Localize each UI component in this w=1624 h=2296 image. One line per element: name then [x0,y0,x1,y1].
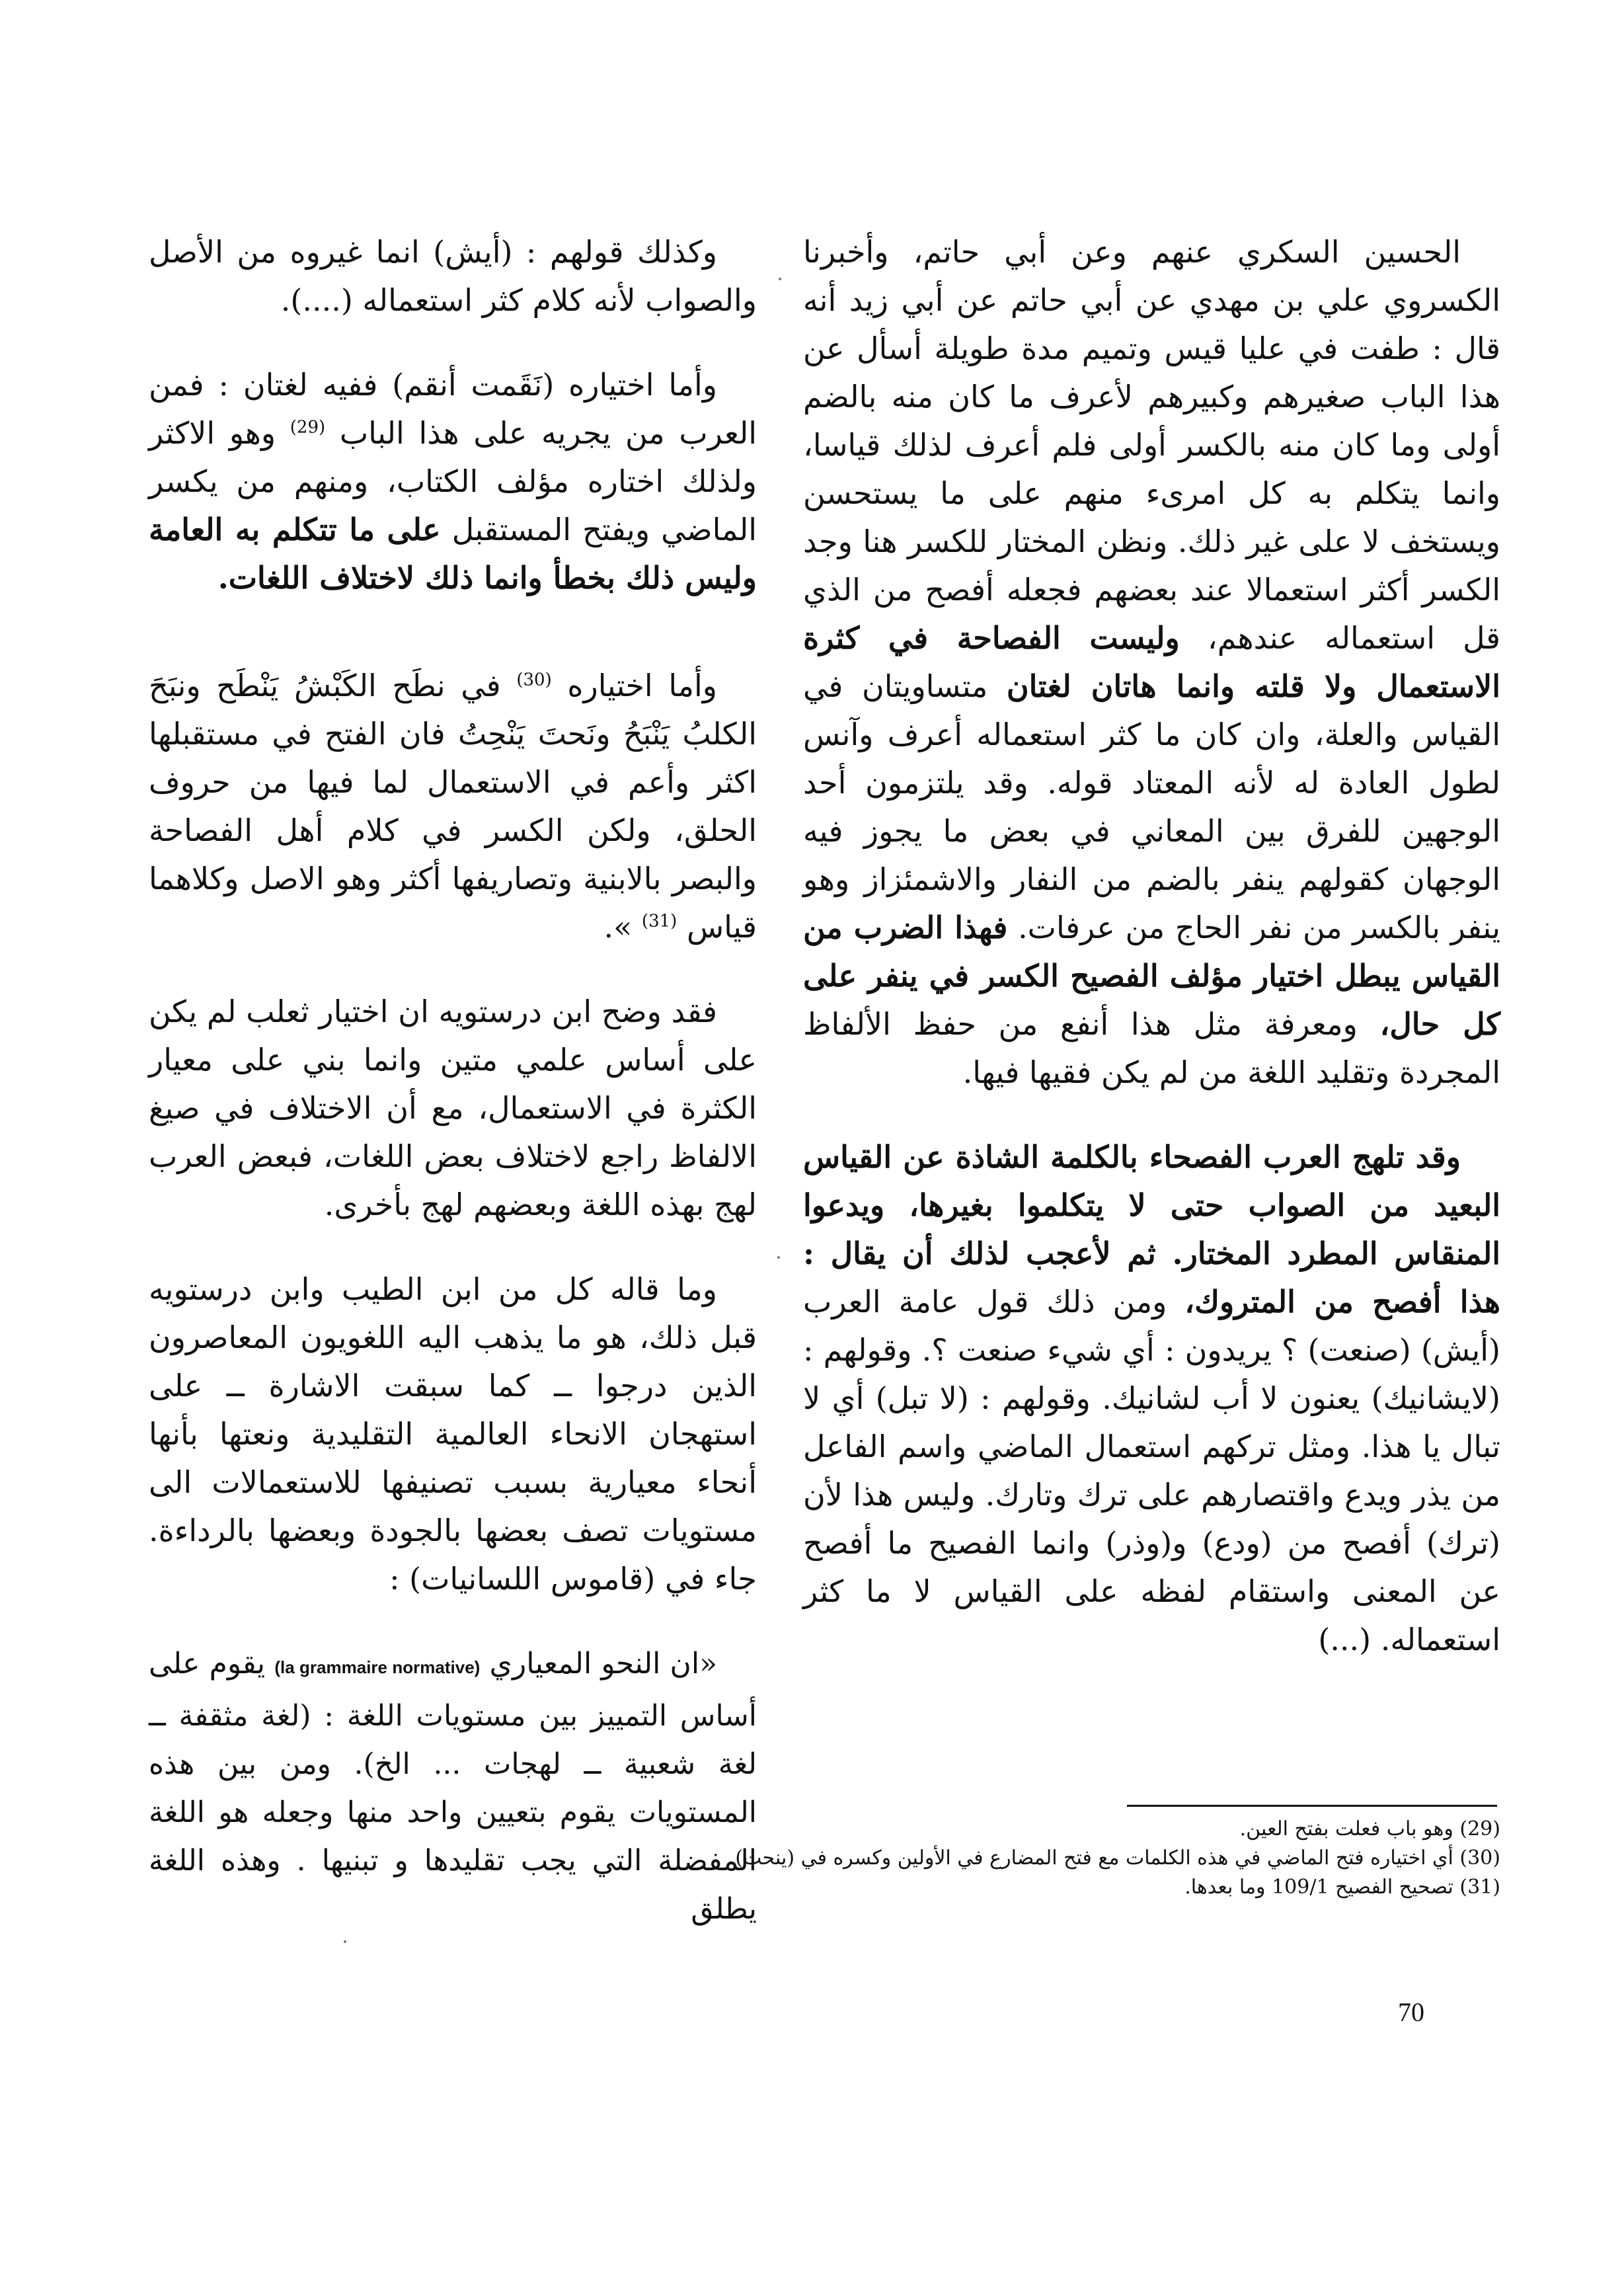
text-run: الحسين السكري عنهم وعن أبي حاتم، وأخبرنا الكسروي علي بن مهدي عن أبي حاتم عن أبي زيد أنه قال : طفت في عليا قيس وتميم مدة طويلة أسأل عن هذا الباب صغيرهم وكبيرهم لأعرف ما كان منه بالضم أولى وما كان منه بالكسر أولى فلم أعرف لذلك قياسا، وانما يتكلم به كل امرىء منهم على ما يستحسن ويستخف لا على غير ذلك. ونظن المختار للكسر هنا وجد الكسر أكثر استعمالا عند بعضهم فجعله أفصح من الذي قل استعماله عندهم، [803,234,1500,656]
right-paragraph-2 [803,1133,1500,1664]
text-run: في نطَح الكَبْشُ يَنْطَح ونبَحَ الكلبُ يَنْبَحُ ونَحتَ يَنْحِتُ فان الفتح في مستقبلها اكثر وأعم في الاستعمال لما فيها من حروف الحلق، ولكن الكسر في كلام أهل الفصاحة والبصر بالابنية وتصاريفها أكثر وهو الاصل وكلاهما قياس [149,668,757,945]
bold-text-run: وقد تلهج العرب الفصحاء بالكلمة الشاذة عن القياس البعيد من الصواب حتى لا يتكلموا بغيرها، ويدعوا المنقاس المطرد المختار. ثم لأعجب لذلك أن يقال : هذا أفصح من المتروك، [803,1139,1500,1320]
footnote-29: (29) وهو باب فعلت بفتح العين. [1239,1817,1500,1841]
text-run: وهو الاكثر ولذلك اختاره مؤلف الكتاب، ومنهم من يكسر الماضي ويفتح المستقبل [149,415,757,547]
latin-term: (la grammaire normative) [274,1657,481,1677]
left-paragraph-3 [149,662,757,951]
text-run: ». [603,909,633,945]
footnote-ref-30[interactable]: (30) [516,670,552,690]
left-paragraph-5: وما قاله كل من ابن الطيب وابن درستويه قبل ذلك، هو ما يذهب اليه اللغويون المعاصرون الذين درجوا ــ كما سبقت الاشارة ــ على استهجان الانحاء العالمية التقليدية ونعتها بأنها أنحاء معيارية بسبب تصنيفها للاستعمالات الى مستويات تصف بعضها بالجودة وبعضها بالرداءة. جاء في (قاموس اللسانيات) : [149,1271,757,1597]
bold-text-run: وليست الفصاحة في كثرة الاستعمال ولا قلته وانما هاتان لغتان [803,620,1501,704]
text-run: وأما اختياره [567,668,718,703]
left-paragraph-1: وكذلك قولهم : (أيش) انما غيروه من الأصل والصواب لأنه كلام كثر استعماله (....). [149,234,757,318]
text-run: وأما اختياره (نَقَمت أنقم) ففيه لغتان : فمن العرب من يجريه على هذا الباب [149,367,757,451]
text-run: ومعرفة مثل هذا أنفع من حفظ الألفاظ المجردة وتقليد اللغة من لم يكن فقيها فيها. [803,1006,1500,1090]
footnote-divider [1127,1805,1497,1807]
page-number: 70 [1398,1997,1424,2027]
footnote-ref-31[interactable]: (31) [641,911,677,931]
left-column [149,228,757,1933]
footnote-31: (31) تصحيح الفصيح 109/1 وما بعدها. [1184,1876,1500,1899]
right-paragraph-1 [803,228,1500,1097]
footnotes [463,1815,1500,1902]
right-column [803,228,1500,1664]
text-run: متساويتان في القياس والعلة، وان كان ما كثر استعماله أعرف وآنس لطول العادة له لأنه المعتاد قوله. وقد يلتزمون أحد الوجهين للفرق بين المعاني في بعض ما يجوز فيه الوجهان كقولهم ينفر بالضم من النفار والاشمئزاز وهو ينفر بالكسر من نفر الحاج من عرفات. [803,668,1500,945]
text-run: «ان النحو المعياري [489,1647,717,1681]
bold-text-run: على ما تتكلم به العامة وليس ذلك بخطأ وانما ذلك لاختلاف اللغات. [149,512,757,596]
left-paragraph-4: فقد وضح ابن درستويه ان اختيار ثعلب لم يكن على أساس علمي متين وانما بني على معيار الكثرة في الاستعمال، مع أن الاختلاف في صيغ الالفاظ راجع لاختلاف بعض اللغات، فبعض العرب لهج بهذه اللغة وبعضهم لهج بأخرى. [149,994,757,1222]
bold-text-run: فهذا الضرب من القياس يبطل اختيار مؤلف الفصيح الكسر في ينفر على كل حال، [803,910,1500,1042]
footnote-30: (30) أي اختياره فتح الماضي في هذه الكلمات مع فتح المضارع في الأولين وكسره في (ينحت). [728,1846,1500,1870]
scan-speck [779,278,781,280]
scan-speck [777,1256,780,1259]
text-run: يقوم على أساس التمييز بين مستويات اللغة : (لغة مثقفة ــ لغة شعبية ــ لهجات ... الخ). ومن بين هذه المستويات يقوم بتعيين واحد منها وجعله هو اللغة المفضلة التي يجب تقليدها و تبنيها . وهذه اللغة يطلق [149,1647,757,1926]
left-paragraph-2 [149,361,757,602]
footnote-ref-29[interactable]: (29) [290,417,326,438]
text-run: ومن ذلك قول عامة العرب (أيش) (صنعت) ؟ يريدون : أي شيء صنعت ؟. وقولهم : (لايشانيك) يعنون لا أب لشانيك. وقولهم : (لا تبل) أي لا تبال يا هذا. ومثل تركهم استعمال الماضي واسم الفاعل من يذر ويدع واقتصارهم على ترك وتارك. وليس هذا لأن (ترك) أفصح من (ودع) و(وذر) وانما الفصيح ما أفصح عن المعنى واستقام لفظه على القياس لا ما كثر استعماله. (...) [803,1284,1500,1657]
scan-speck [344,1940,346,1943]
